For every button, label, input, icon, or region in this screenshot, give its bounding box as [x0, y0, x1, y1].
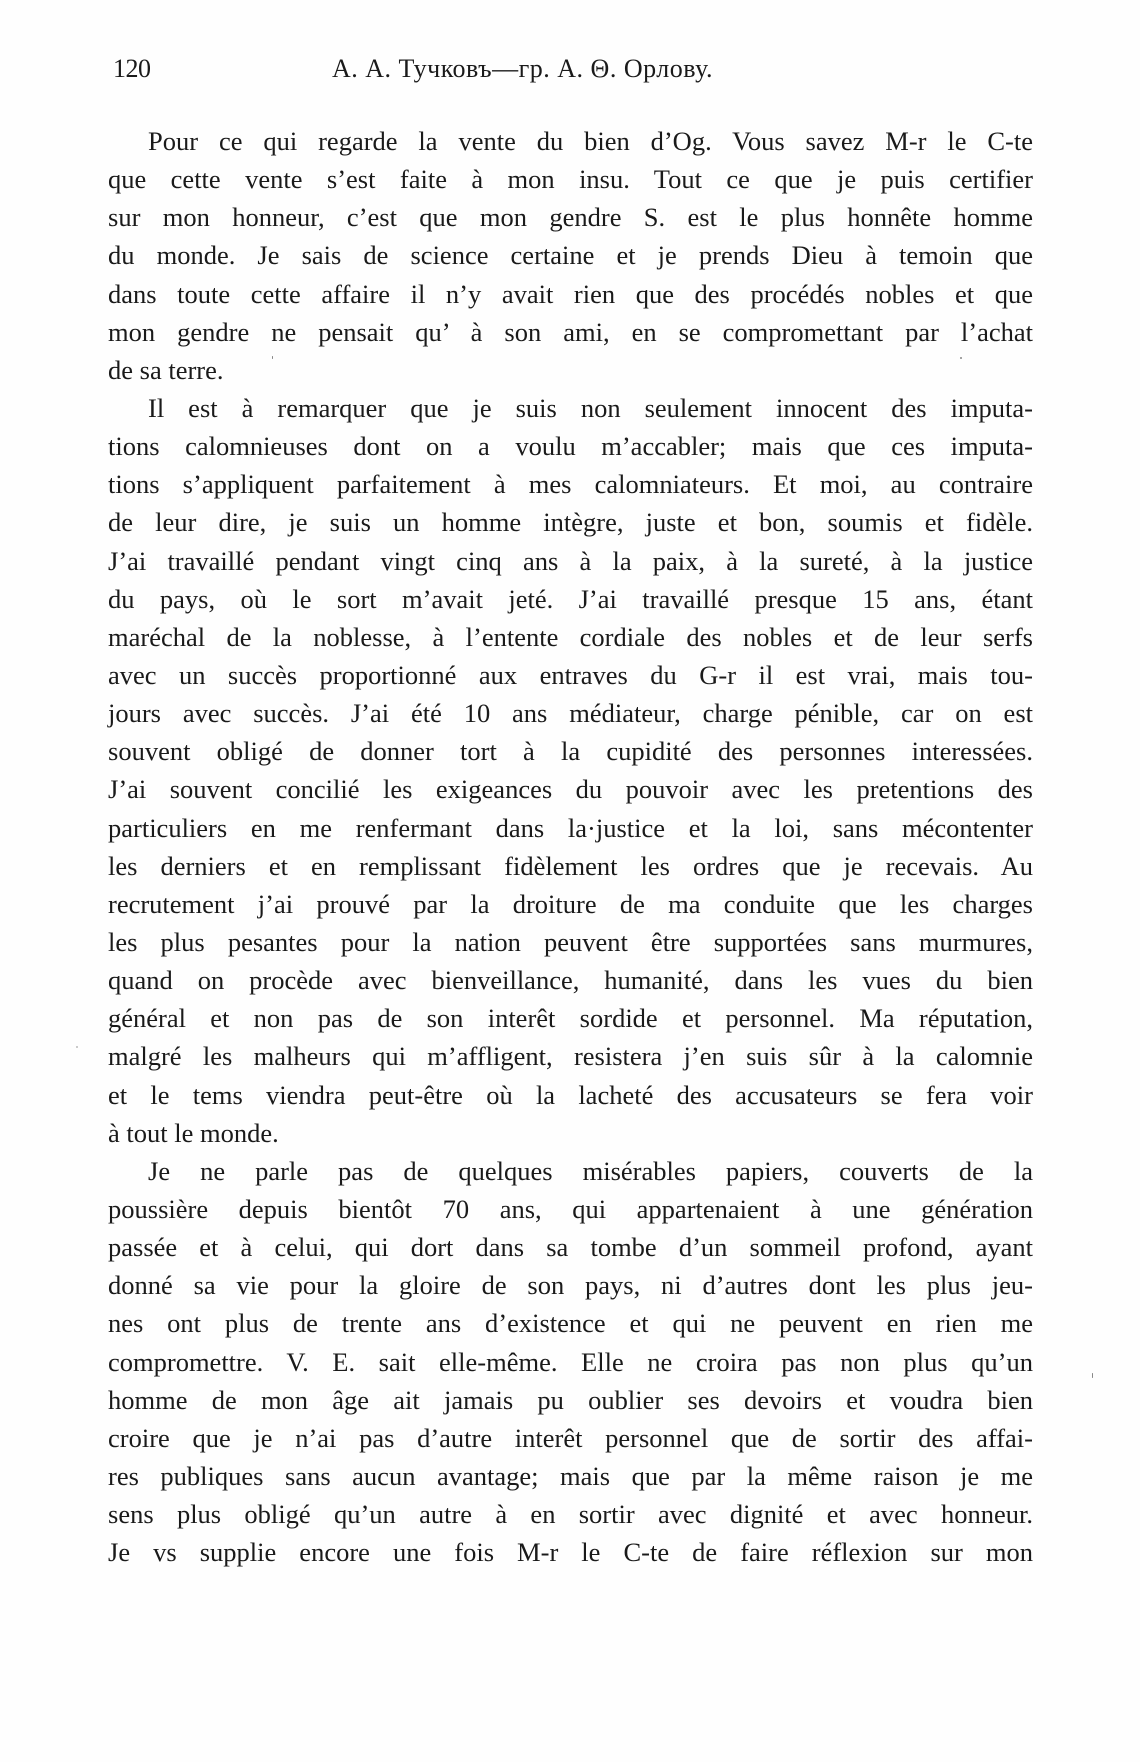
- text-line: que cette vente s’est faite à mon insu. Tout ce que je puis certifier: [108, 164, 1033, 195]
- text-line: recrutement j’ai prouvé par la droiture de ma conduite que les charges: [108, 888, 1033, 919]
- text-line: à tout le monde.: [108, 1117, 279, 1148]
- text-line: et le tems viendra peut-être où la lacheté des accusateurs se fera voir: [108, 1079, 1033, 1110]
- text-line: res publiques sans aucun avantage; mais que par la même raison je me: [108, 1460, 1033, 1491]
- scan-speck: [272, 356, 273, 359]
- text-line: maréchal de la noblesse, à l’entente cordiale des nobles et de leur serfs: [108, 621, 1033, 652]
- body-text: [108, 122, 1033, 1571]
- text-line: Je vs supplie encore une fois M-r le C-te de faire réflexion sur mon: [108, 1537, 1033, 1568]
- text-line: particuliers en me renfermant dans la·justice et la loi, sans mécontenter: [108, 812, 1033, 843]
- text-line: malgré les malheurs qui m’affligent, resistera j’en suis sûr à la calomnie: [108, 1041, 1033, 1072]
- page-number: 120: [113, 54, 151, 83]
- paragraph: [108, 1152, 1033, 1572]
- text-line: compromettre. V. E. sait elle-même. Elle ne croira pas non plus qu’un: [108, 1346, 1033, 1377]
- text-line: du monde. Je sais de science certaine et je prends Dieu à temoin que: [108, 240, 1033, 271]
- text-line: croire que je n’ai pas d’autre interêt personnel que de sortir des affai-: [108, 1422, 1033, 1453]
- text-line: de leur dire, je suis un homme intègre, juste et bon, soumis et fidèle.: [108, 507, 1033, 538]
- text-line: quand on procède avec bienveillance, humanité, dans les vues du bien: [108, 965, 1033, 996]
- text-line: sens plus obligé qu’un autre à en sortir avec dignité et avec honneur.: [108, 1499, 1033, 1530]
- text-line: du pays, où le sort m’avait jeté. J’ai travaillé presque 15 ans, étant: [108, 583, 1033, 614]
- text-line: J’ai souvent concilié les exigeances du pouvoir avec les pretentions des: [108, 774, 1033, 805]
- scan-speck: [76, 1046, 78, 1048]
- text-line: tions s’appliquent parfaitement à mes calomniateurs. Et moi, au contraire: [108, 469, 1033, 500]
- text-line: J’ai travaillé pendant vingt cinq ans à la paix, à la sureté, à la justice: [108, 545, 1033, 576]
- text-line: donné sa vie pour la gloire de son pays, ni d’autres dont les plus jeu-: [108, 1270, 1033, 1301]
- text-line: poussière depuis bientôt 70 ans, qui appartenaient à une génération: [108, 1193, 1033, 1224]
- running-title: А. А. Тучковъ—гр. А. Θ. Орлову.: [332, 54, 714, 83]
- running-header: [113, 54, 1033, 94]
- paragraph: [108, 389, 1033, 1152]
- text-line: Il est à remarquer que je suis non seulement innocent des imputa-: [148, 392, 1033, 423]
- text-line: avec un succès proportionné aux entraves du G-r il est vrai, mais tou-: [108, 659, 1033, 690]
- text-line: Pour ce qui regarde la vente du bien d’Og. Vous savez M-r le C-te: [148, 126, 1033, 156]
- scan-speck: [1092, 1373, 1093, 1378]
- text-line: de sa terre.: [108, 354, 224, 385]
- text-line: homme de mon âge ait jamais pu oublier ses devoirs et voudra bien: [108, 1384, 1033, 1415]
- text-line: les plus pesantes pour la nation peuvent être supportées sans murmures,: [108, 926, 1033, 957]
- text-line: jours avec succès. J’ai été 10 ans médiateur, charge pénible, car on est: [108, 698, 1033, 729]
- scan-speck: [960, 357, 962, 359]
- text-line: souvent obligé de donner tort à la cupidité des personnes interessées.: [108, 736, 1033, 767]
- text-line: dans toute cette affaire il n’y avait rien que des procédés nobles et que: [108, 278, 1033, 309]
- paragraph: [108, 122, 1033, 389]
- text-line: mon gendre ne pensait qu’ à son ami, en se compromettant par l’achat: [108, 316, 1033, 347]
- text-line: sur mon honneur, c’est que mon gendre S. est le plus honnête homme: [108, 202, 1033, 233]
- text-line: passée et à celui, qui dort dans sa tombe d’un sommeil profond, ayant: [108, 1232, 1033, 1263]
- text-line: nes ont plus de trente ans d’existence et qui ne peuvent en rien me: [108, 1308, 1033, 1339]
- text-line: tions calomnieuses dont on a voulu m’accabler; mais que ces imputa-: [108, 431, 1033, 462]
- text-line: les derniers et en remplissant fidèlement les ordres que je recevais. Au: [108, 850, 1033, 881]
- text-line: général et non pas de son interêt sordide et personnel. Ma réputation,: [108, 1003, 1033, 1034]
- text-line: Je ne parle pas de quelques misérables papiers, couverts de la: [148, 1155, 1033, 1186]
